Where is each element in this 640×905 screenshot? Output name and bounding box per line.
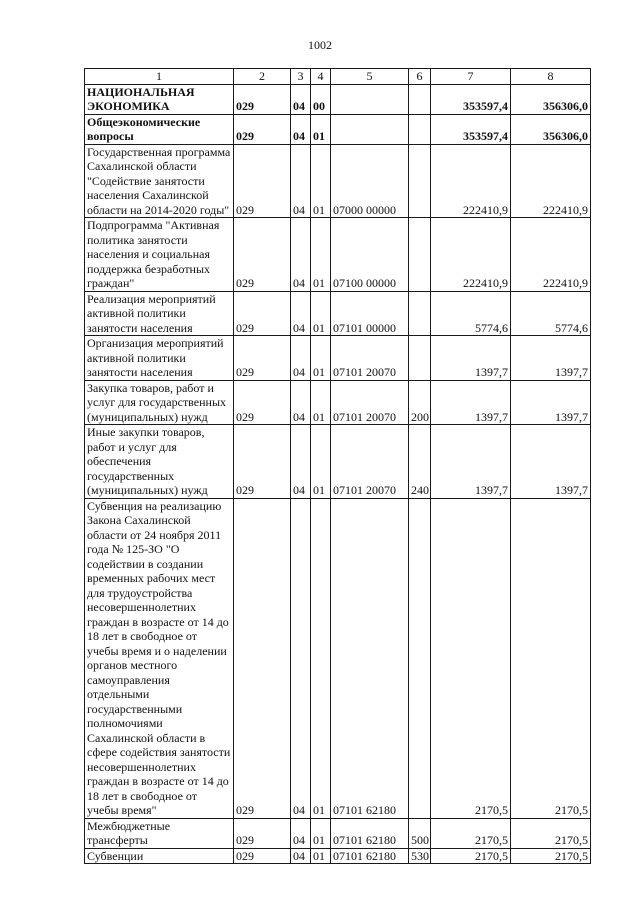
ministry-code-cell: 029 (234, 84, 291, 114)
row-name-cell: Подпрограмма "Активная политика занятости населения и социальная поддержка безработных граждан" (85, 218, 234, 292)
subsection-code-cell: 01 (311, 291, 331, 336)
ministry-code-cell: 029 (234, 336, 291, 381)
target-article-cell: 07101 62180 (331, 848, 409, 864)
ministry-code-cell: 029 (234, 498, 291, 818)
row-name-cell: НАЦИОНАЛЬНАЯ ЭКОНОМИКА (85, 84, 234, 114)
target-article-cell: 07101 00000 (331, 291, 409, 336)
amount-year2-cell: 1397,7 (511, 380, 591, 425)
amount-year1-cell: 1397,7 (431, 380, 511, 425)
amount-year2-cell: 2170,5 (511, 498, 591, 818)
section-code-cell: 04 (291, 114, 311, 144)
header-cell: 8 (511, 69, 591, 85)
amount-year1-cell: 222410,9 (431, 218, 511, 292)
section-code-cell: 04 (291, 84, 311, 114)
subsection-code-cell: 01 (311, 848, 331, 864)
amount-year1-cell: 222410,9 (431, 144, 511, 218)
section-code-cell: 04 (291, 425, 311, 499)
row-name-cell: Субвенция на реализацию Закона Сахалинской области от 24 ноября 2011 года № 125-ЗО "О содействии в создании временных рабочих мест для трудоустройства несовершеннолетних граждан в возрасте от 14 до 18 лет в свободное от учебы время и о наделении органов местного самоуправления отдельными государственными полномочиями Сахалинской области в сфере содействия занятости несовершеннолетних граждан в возрасте от 14 до 18 лет в свободное от учебы время" (85, 498, 234, 818)
expense-type-cell: 530 (409, 848, 431, 864)
row-name-cell: Общеэкономические вопросы (85, 114, 234, 144)
subsection-code-cell: 00 (311, 84, 331, 114)
amount-year2-cell: 1397,7 (511, 425, 591, 499)
section-code-cell: 04 (291, 380, 311, 425)
table-header-row (85, 69, 591, 85)
section-code-cell: 04 (291, 336, 311, 381)
target-article-cell (331, 114, 409, 144)
expense-type-cell (409, 114, 431, 144)
amount-year1-cell: 1397,7 (431, 336, 511, 381)
amount-year1-cell: 5774,6 (431, 291, 511, 336)
row-name-cell: Реализация мероприятий активной политики занятости населения (85, 291, 234, 336)
amount-year2-cell: 2170,5 (511, 818, 591, 848)
table-row (85, 218, 591, 292)
section-code-cell: 04 (291, 218, 311, 292)
ministry-code-cell: 029 (234, 144, 291, 218)
header-cell: 4 (311, 69, 331, 85)
target-article-cell: 07101 62180 (331, 498, 409, 818)
table-row (85, 336, 591, 381)
target-article-cell: 07000 00000 (331, 144, 409, 218)
subsection-code-cell: 01 (311, 818, 331, 848)
page-number: 1002 (308, 38, 332, 52)
header-cell: 2 (234, 69, 291, 85)
table-row (85, 380, 591, 425)
table-row (85, 84, 591, 114)
table-row (85, 425, 591, 499)
amount-year1-cell: 2170,5 (431, 848, 511, 864)
target-article-cell: 07101 20070 (331, 336, 409, 381)
row-name-cell: Субвенции (85, 848, 234, 864)
target-article-cell (331, 84, 409, 114)
section-code-cell: 04 (291, 818, 311, 848)
header-cell: 5 (331, 69, 409, 85)
target-article-cell: 07101 62180 (331, 818, 409, 848)
header-cell: 3 (291, 69, 311, 85)
amount-year2-cell: 356306,0 (511, 84, 591, 114)
expense-type-cell (409, 218, 431, 292)
section-code-cell: 04 (291, 498, 311, 818)
row-name-cell: Закупка товаров, работ и услуг для государственных (муниципальных) нужд (85, 380, 234, 425)
target-article-cell: 07101 20070 (331, 425, 409, 499)
section-code-cell: 04 (291, 291, 311, 336)
expense-type-cell (409, 291, 431, 336)
expense-type-cell (409, 498, 431, 818)
amount-year2-cell: 1397,7 (511, 336, 591, 381)
subsection-code-cell: 01 (311, 380, 331, 425)
target-article-cell: 07100 00000 (331, 218, 409, 292)
amount-year2-cell: 222410,9 (511, 218, 591, 292)
expense-type-cell (409, 144, 431, 218)
subsection-code-cell: 01 (311, 144, 331, 218)
subsection-code-cell: 01 (311, 336, 331, 381)
section-code-cell: 04 (291, 144, 311, 218)
expense-type-cell: 240 (409, 425, 431, 499)
ministry-code-cell: 029 (234, 848, 291, 864)
ministry-code-cell: 029 (234, 818, 291, 848)
ministry-code-cell: 029 (234, 380, 291, 425)
table-row (85, 114, 591, 144)
row-name-cell: Межбюджетные трансферты (85, 818, 234, 848)
header-cell: 6 (409, 69, 431, 85)
budget-table (84, 68, 591, 864)
row-name-cell: Государственная программа Сахалинской области "Содействие занятости населения Сахалинской области на 2014-2020 годы" (85, 144, 234, 218)
row-name-cell: Организация мероприятий активной политики занятости населения (85, 336, 234, 381)
table-row (85, 848, 591, 864)
expense-type-cell (409, 336, 431, 381)
subsection-code-cell: 01 (311, 425, 331, 499)
ministry-code-cell: 029 (234, 218, 291, 292)
subsection-code-cell: 01 (311, 218, 331, 292)
header-cell: 1 (85, 69, 234, 85)
amount-year2-cell: 5774,6 (511, 291, 591, 336)
table-row (85, 291, 591, 336)
ministry-code-cell: 029 (234, 291, 291, 336)
expense-type-cell: 500 (409, 818, 431, 848)
amount-year2-cell: 222410,9 (511, 144, 591, 218)
amount-year1-cell: 353597,4 (431, 84, 511, 114)
section-code-cell: 04 (291, 848, 311, 864)
amount-year2-cell: 356306,0 (511, 114, 591, 144)
amount-year2-cell: 2170,5 (511, 848, 591, 864)
subsection-code-cell: 01 (311, 114, 331, 144)
amount-year1-cell: 1397,7 (431, 425, 511, 499)
table-row (85, 144, 591, 218)
amount-year1-cell: 353597,4 (431, 114, 511, 144)
table-row (85, 498, 591, 818)
target-article-cell: 07101 20070 (331, 380, 409, 425)
row-name-cell: Иные закупки товаров, работ и услуг для обеспечения государственных (муниципальных) нужд (85, 425, 234, 499)
ministry-code-cell: 029 (234, 425, 291, 499)
expense-type-cell (409, 84, 431, 114)
amount-year1-cell: 2170,5 (431, 818, 511, 848)
amount-year1-cell: 2170,5 (431, 498, 511, 818)
subsection-code-cell: 01 (311, 498, 331, 818)
expense-type-cell: 200 (409, 380, 431, 425)
ministry-code-cell: 029 (234, 114, 291, 144)
header-cell: 7 (431, 69, 511, 85)
table-row (85, 818, 591, 848)
